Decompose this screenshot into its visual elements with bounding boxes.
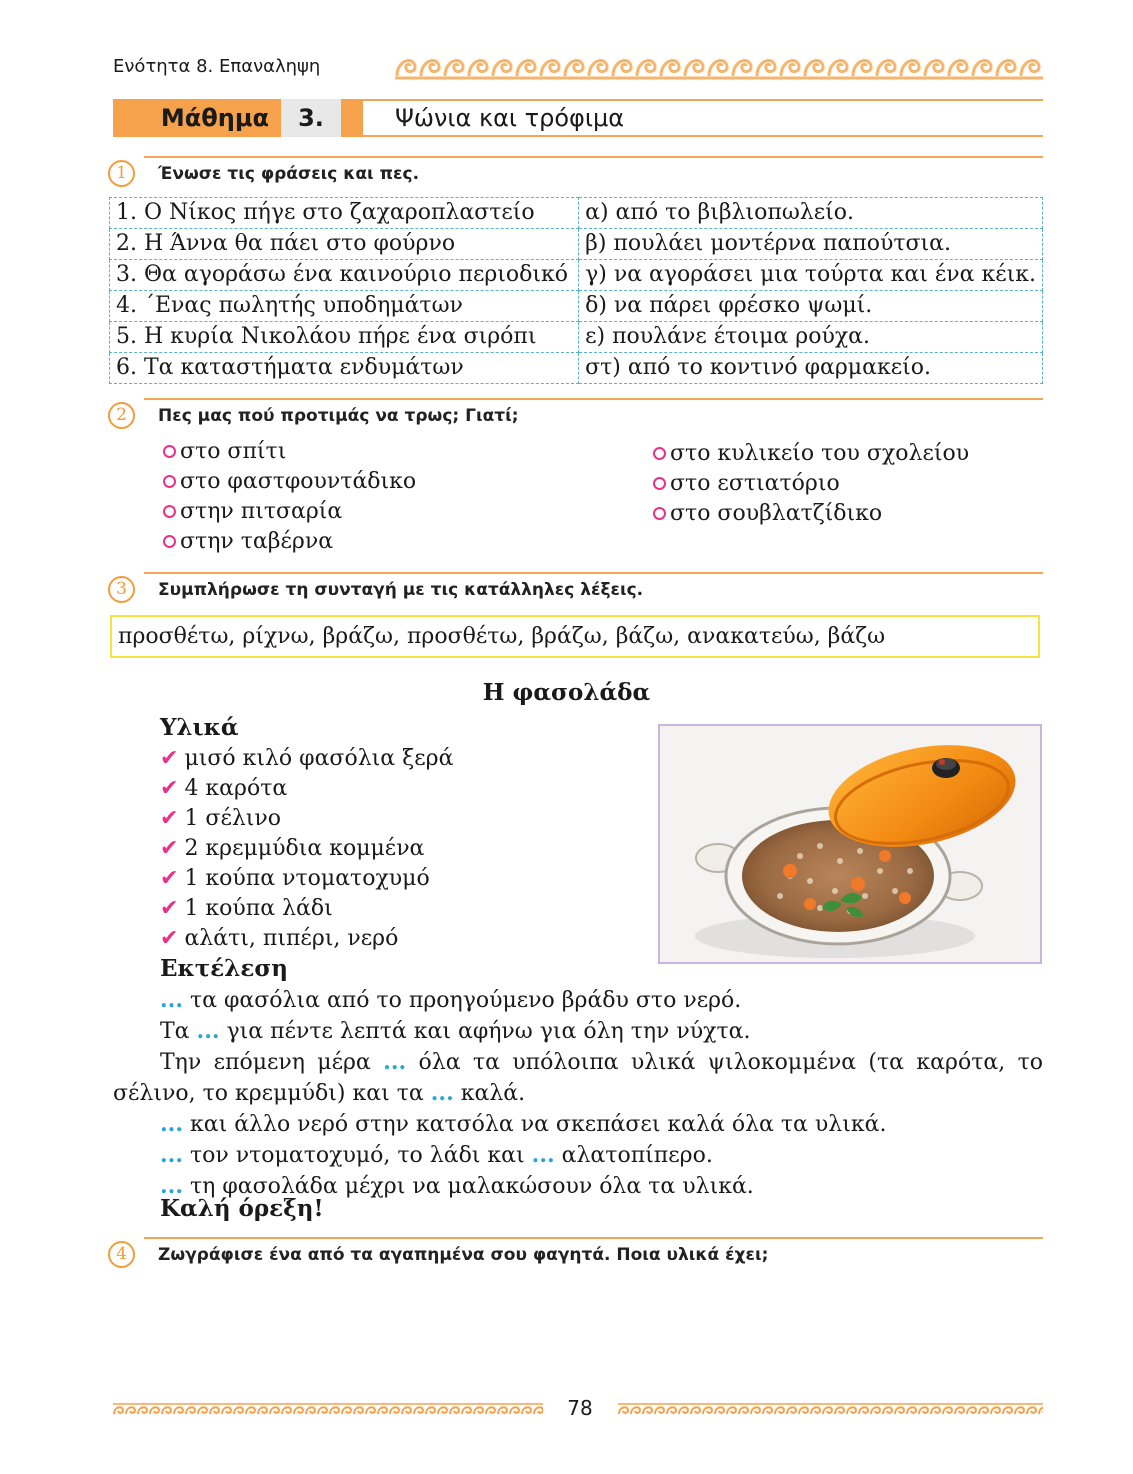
table-row xyxy=(110,229,1043,260)
phrase-right: γ) να αγοράσει μια τούρτα και ένα κέικ. xyxy=(579,260,1043,291)
eating-options-left xyxy=(160,437,416,557)
phrase-left: 5. Η κυρία Νικολάου πήρε ένα σιρόπι xyxy=(110,322,579,353)
ingredient-text: μισό κιλό φασόλια ξερά xyxy=(184,746,454,771)
table-row xyxy=(110,291,1043,322)
list-item xyxy=(160,834,453,864)
list-item: στο εστιατόριο xyxy=(650,469,969,499)
exercise-1-heading xyxy=(108,156,1043,188)
step-text: Την επόμενη μέρα xyxy=(160,1050,384,1075)
phrase-left: 4. ΄Ενας πωλητής υποδημάτων xyxy=(110,291,579,322)
checkmark-icon: ✔ xyxy=(160,836,179,861)
bean-soup-pot-illustration xyxy=(660,726,1040,962)
ingredient-text: αλάτι, πιπέρι, νερό xyxy=(184,926,399,951)
meander-border-footer-right xyxy=(618,1403,1043,1417)
recipe-step xyxy=(113,1140,1043,1171)
exercise-3-heading xyxy=(108,572,1043,604)
meander-border-top xyxy=(395,52,1043,80)
exercise-4-heading xyxy=(108,1237,1043,1269)
ingredient-text: 1 κούπα λάδι xyxy=(184,896,333,921)
table-row xyxy=(110,322,1043,353)
list-item: στο σπίτι xyxy=(160,437,416,467)
checkmark-icon: ✔ xyxy=(160,776,179,801)
phrase-right: στ) από το κοντινό φαρμακείο. xyxy=(579,353,1043,384)
exercise-number-badge: 3 xyxy=(108,576,135,603)
step-text: αλατοπίπερο. xyxy=(554,1143,713,1168)
eating-options-right xyxy=(650,439,969,529)
step-text: τον ντοματοχυμό, το λάδι και xyxy=(182,1143,532,1168)
lesson-number: 3. xyxy=(281,99,341,137)
lesson-label: Μάθημα xyxy=(113,99,281,137)
table-row xyxy=(110,353,1043,384)
unit-title: Ενότητα 8. Επαναληψη xyxy=(113,56,321,77)
exercise-2-heading xyxy=(108,398,1043,430)
meander-border-footer-left xyxy=(113,1403,543,1417)
page-number: 78 xyxy=(567,1396,593,1420)
exercise-instruction: Ένωσε τις φράσεις και πες. xyxy=(158,164,420,184)
blank-placeholder: ... xyxy=(531,1142,555,1168)
ingredients-list xyxy=(160,744,453,954)
list-item: στο φαστφουντάδικο xyxy=(160,467,416,497)
lesson-header-bar xyxy=(113,99,1043,137)
checkmark-icon: ✔ xyxy=(160,866,179,891)
blank-placeholder: ... xyxy=(160,1111,183,1137)
list-item xyxy=(160,864,453,894)
blank-placeholder: ... xyxy=(196,1018,220,1044)
blank-placeholder: ... xyxy=(160,1173,183,1199)
ingredient-text: 2 κρεμμύδια κομμένα xyxy=(184,836,425,861)
step-text: και άλλο νερό στην κατσόλα να σκεπάσει καλά όλα τα υλικά. xyxy=(182,1112,887,1137)
blank-placeholder: ... xyxy=(160,987,183,1013)
exercise-instruction: Συμπλήρωσε τη συνταγή με τις κατάλληλες λέξεις. xyxy=(158,580,644,600)
list-item: στην ταβέρνα xyxy=(160,527,416,557)
ingredient-text: 4 καρότα xyxy=(184,776,288,801)
exercise-divider xyxy=(144,1237,1043,1239)
recipe-title: Η φασολάδα xyxy=(482,679,651,706)
exercise-instruction: Πες μας πού προτιμάς να τρως; Γιατί; xyxy=(158,406,519,426)
step-text: Τα xyxy=(160,1019,197,1044)
exercise-number-badge: 4 xyxy=(108,1241,135,1268)
exercise-divider xyxy=(144,572,1043,574)
phrase-right: ε) πουλάνε έτοιμα ρούχα. xyxy=(579,322,1043,353)
list-item xyxy=(160,894,453,924)
matching-table xyxy=(109,197,1043,384)
execution-heading: Εκτέλεση xyxy=(160,955,289,982)
closing-text: Καλή όρεξη! xyxy=(160,1195,324,1222)
recipe-steps xyxy=(113,985,1043,1202)
phrase-left: 6. Τα καταστήματα ενδυμάτων xyxy=(110,353,579,384)
exercise-number-badge: 2 xyxy=(108,402,135,429)
phrase-right: α) από το βιβλιοπωλείο. xyxy=(579,198,1043,229)
recipe-step xyxy=(113,1016,1043,1047)
list-item: στο κυλικείο του σχολείου xyxy=(650,439,969,469)
list-item: στο σουβλατζίδικο xyxy=(650,499,969,529)
exercise-number-badge: 1 xyxy=(108,160,135,187)
checkmark-icon: ✔ xyxy=(160,806,179,831)
step-text: για πέντε λεπτά και αφήνω για όλη την νύχτα. xyxy=(219,1019,751,1044)
recipe-step xyxy=(113,1109,1043,1140)
recipe-step xyxy=(113,1047,1043,1109)
lesson-bar-accent xyxy=(341,99,363,137)
bean-soup-photo xyxy=(658,724,1042,964)
blank-placeholder: ... xyxy=(383,1049,407,1075)
ingredient-text: 1 κούπα ντοματοχυμό xyxy=(184,866,430,891)
exercise-instruction: Ζωγράφισε ένα από τα αγαπημένα σου φαγητά. Ποια υλικά έχει; xyxy=(158,1245,769,1265)
phrase-right: δ) να πάρει φρέσκο ψωμί. xyxy=(579,291,1043,322)
table-row xyxy=(110,260,1043,291)
phrase-right: β) πουλάει μοντέρνα παπούτσια. xyxy=(579,229,1043,260)
blank-placeholder: ... xyxy=(430,1080,454,1106)
phrase-left: 3. Θα αγοράσω ένα καινούριο περιοδικό xyxy=(110,260,579,291)
list-item: στην πιτσαρία xyxy=(160,497,416,527)
list-item xyxy=(160,744,453,774)
checkmark-icon: ✔ xyxy=(160,746,179,771)
phrase-left: 1. Ο Νίκος πήγε στο ζαχαροπλαστείο xyxy=(110,198,579,229)
checkmark-icon: ✔ xyxy=(160,896,179,921)
phrase-left: 2. Η Άννα θα πάει στο φούρνο xyxy=(110,229,579,260)
recipe-step xyxy=(113,985,1043,1016)
lesson-title: Ψώνια και τρόφιμα xyxy=(395,104,625,132)
ingredient-text: 1 σέλινο xyxy=(184,806,282,831)
list-item xyxy=(160,804,453,834)
exercise-divider xyxy=(144,156,1043,158)
blank-placeholder: ... xyxy=(160,1142,183,1168)
step-text: όλα τα υπόλοιπα υλικά ψιλοκομμένα (τα καρότα, το σέλινο, το κρεμμύδι) και τα xyxy=(113,1050,1043,1106)
table-row xyxy=(110,198,1043,229)
word-bank-box: προσθέτω, ρίχνω, βράζω, προσθέτω, βράζω, βάζω, ανακατεύω, βάζω xyxy=(110,615,1040,658)
step-text: καλά. xyxy=(453,1081,526,1106)
ingredients-heading: Υλικά xyxy=(160,714,239,741)
list-item xyxy=(160,774,453,804)
exercise-divider xyxy=(144,398,1043,400)
checkmark-icon: ✔ xyxy=(160,926,179,951)
list-item xyxy=(160,924,453,954)
step-text: τη φασολάδα μέχρι να μαλακώσουν όλα τα υλικά. xyxy=(182,1174,754,1199)
step-text: τα φασόλια από το προηγούμενο βράδυ στο νερό. xyxy=(182,988,742,1013)
